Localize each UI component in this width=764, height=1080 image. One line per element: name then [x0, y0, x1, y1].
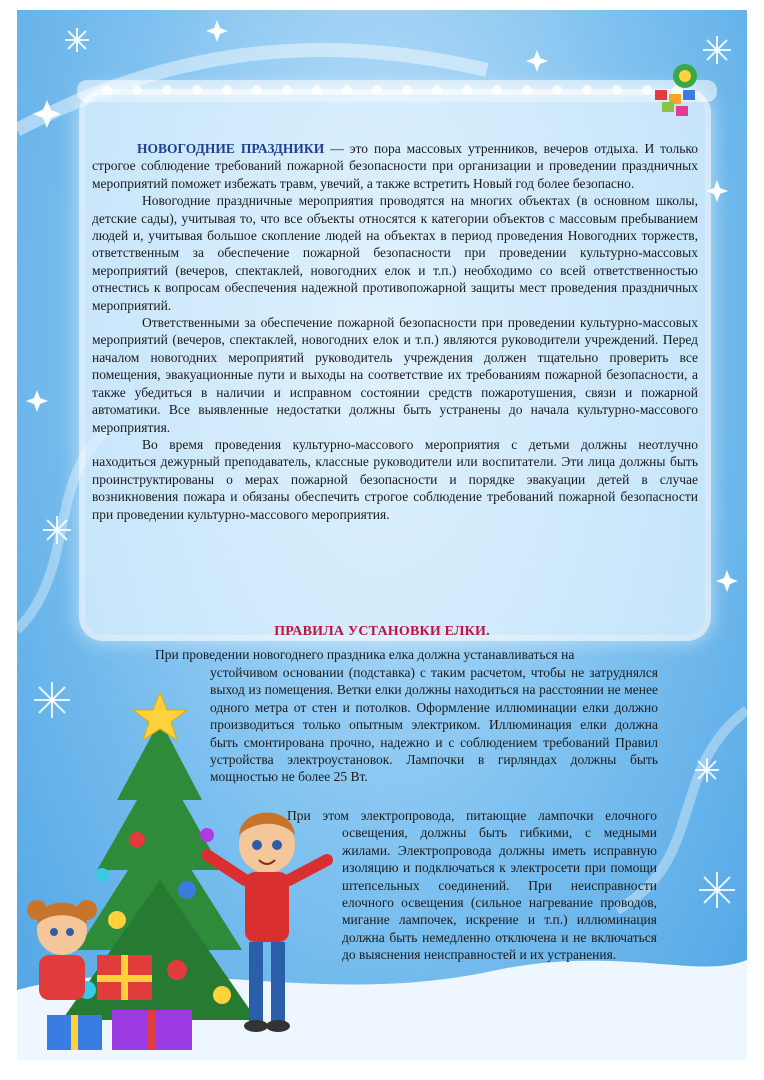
- intro-paragraph-1: [92, 140, 698, 192]
- intro-heading: НОВОГОДНИЕ ПРАЗДНИКИ: [137, 141, 325, 156]
- logo-icon: [645, 58, 705, 118]
- rules-paragraph-1: устойчивом основании (подставка) с таким расчетом, чтобы не затруднялся выход из помещения. Ветки елки должны находиться на расстоянии не менее одного метра от стен и потолков. Оформление иллюминации елки должно производиться только опытным электриком. Иллюминация елки должна быть смонтирована прочно, надежно и с соблюдением требований Правил устройства электроустановок. Лампочки в гирляндах должны быть мощностью не более 25 Вт.: [210, 665, 658, 785]
- intro-text: [92, 140, 698, 523]
- rules-title: ПРАВИЛА УСТАНОВКИ ЕЛКИ.: [274, 624, 490, 639]
- rules-line-first: При проведении новогоднего праздника елка должна устанавливаться на: [155, 647, 575, 662]
- intro-paragraph-4: Во время проведения культурно-массового мероприятия с детьми должны неотлучно находиться дежурный преподаватель, классные руководители или воспитатели. Эти лица должны быть проинструктированы о мерах пожарной безопасности и порядке эвакуации детей в случае возникновения пожара и обязаны обеспечить строгое соблюдение требований пожарной безопасности при проведении культурно-массового мероприятия.: [92, 436, 698, 522]
- intro-paragraph-3: Ответственными за обеспечение пожарной безопасности при проведении культурно-массовых мероприятий (вечеров, спектаклей, новогодних елок и т.п.) являются руководители учреждений. Перед началом новогодних мероприятий руководитель учреждения должен тщательно проверить все помещения, эвакуационные пути и выходы на соответствие их требованиям пожарной безопасности, а также убедиться в наличии и исправном состоянии средств пожаротушения, связи и пожарной автоматики. Все выявленные недостатки должны быть устранены до начала культурно-массового мероприятия.: [92, 315, 698, 435]
- intro-paragraph-2: Новогодние праздничные мероприятия проводятся на многих объектах (в основном школы, детские сады), учитывая то, что все объекты относятся к категории объектов с массовым пребыванием людей и, учитывая большое скопление людей на объектах в период проведения Новогодних торжеств, ответственным за обеспечение пожарной безопасности при проведении культурно-массовых мероприятий (вечеров, спектаклей, новогодних елок и т.п.) необходимо со всей ответственностью отнестись к вопросам обеспечения надежной противопожарной защиты мест проведения праздничных мероприятий.: [92, 193, 698, 313]
- intro-heading-rest: — это пора массовых утренников, вечеров отдыха. И только строгое соблюдение требований пожарной безопасности при организации и проведении праздничных мероприятий поможет избежать травм, увечий, а также встретить Новый год более безопасно.: [92, 141, 698, 191]
- rules-paragraph-2: При этом электропровода, питающие лампочки елочного освещения, должны быть гибкими, с медными жилами. Электропровода должны иметь исправную изоляцию и подключаться к электросети при помощи штепсельных соединений. При неисправности елочного освещения (сильное нагревание проводов, мигание лампочек, искрение и т.п.) иллюминация должна быть немедленно отключена и не включаться до выяснения неисправностей и их устранения.: [287, 808, 657, 963]
- christmas-tree-illustration: [17, 690, 337, 1060]
